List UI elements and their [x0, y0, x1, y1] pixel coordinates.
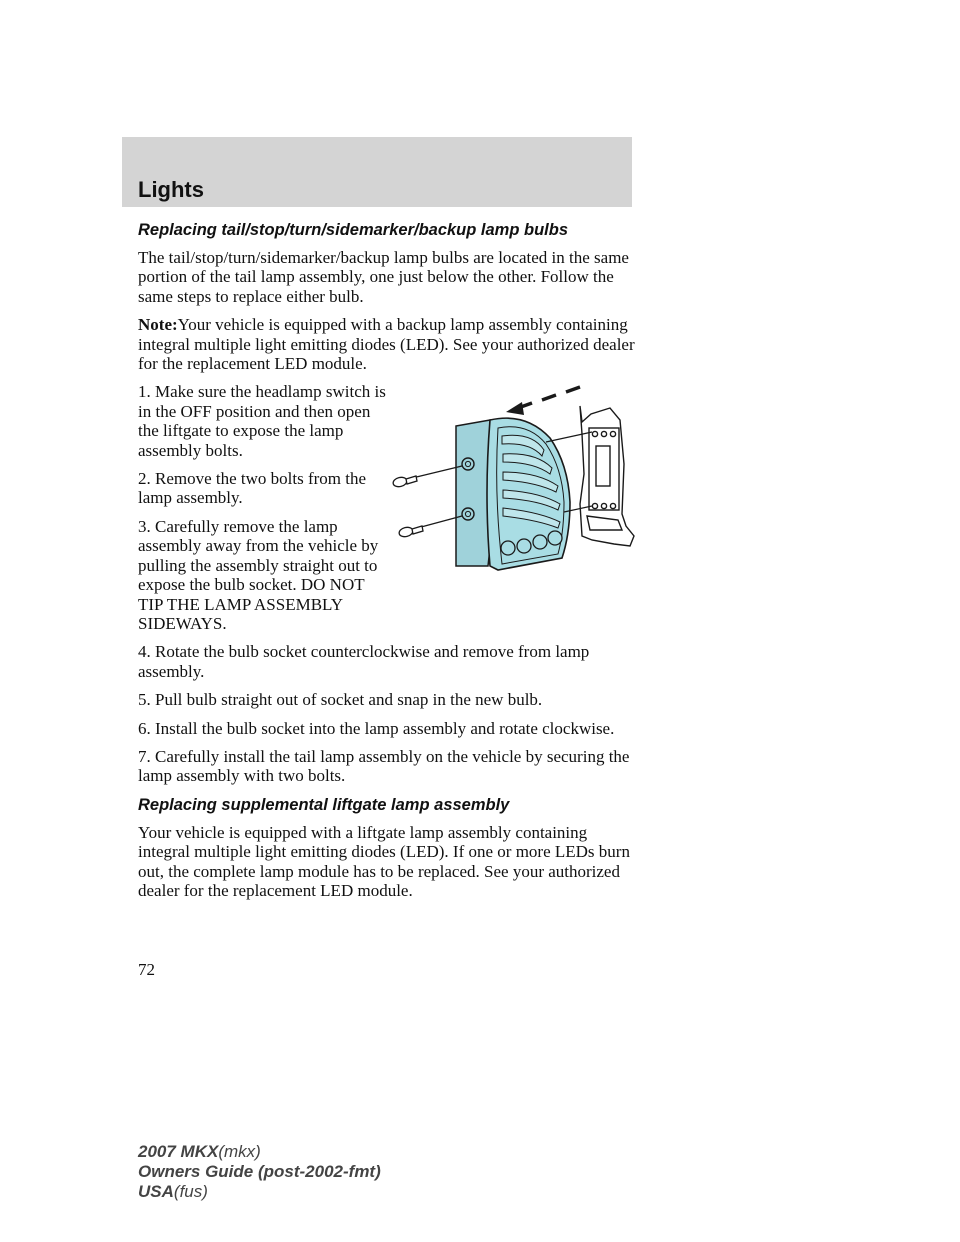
section2-body: Your vehicle is equipped with a liftgate lamp assembly containing integral multiple light emitting diodes (LED). If one or more LEDs burn out, the complete lamp module has to be replaced. See your authorized dealer for the replacement LED module.: [138, 822, 630, 900]
step-1: 1. Make sure the headlamp switch is in the OFF position and then open the liftgate to expose the lamp assembly bolts.: [138, 382, 386, 460]
arrow-head: [506, 402, 524, 415]
step-2: 2. Remove the two bolts from the lamp assembly.: [138, 469, 367, 508]
note-paragraph: [138, 315, 638, 373]
vehicle-body: [580, 406, 634, 546]
section1-heading: Replacing tail/stop/turn/sidemarker/backup lamp bulbs: [138, 221, 569, 239]
section-title: Lights: [138, 177, 204, 202]
steps-with-figure: [138, 382, 638, 633]
step-6: 6. Install the bulb socket into the lamp assembly and rotate clockwise.: [138, 718, 615, 738]
removal-arrow: [518, 387, 580, 408]
section1-intro: The tail/stop/turn/sidemarker/backup lamp bulbs are located in the same portion of the tail lamp assembly, one just below the other. Follow the same steps to replace either bulb.: [138, 248, 629, 306]
document-footer: [138, 1142, 381, 1202]
footer-line-2: Owners Guide (post-2002-fmt): [138, 1162, 381, 1181]
footer-line-1: 2007 MKX(mkx): [138, 1142, 261, 1161]
step-5: 5. Pull bulb straight out of socket and snap in the new bulb.: [138, 690, 543, 710]
bolt-hole-upper: [462, 458, 474, 470]
tail-lamp-illustration: [386, 384, 636, 574]
bolt-upper: [392, 466, 462, 488]
footer-line-3: USA(fus): [138, 1182, 208, 1201]
page-number: 72: [138, 960, 155, 979]
page-content: [138, 220, 638, 909]
note-text: Your vehicle is equipped with a backup lamp assembly containing integral multiple light emitting diodes (LED). See your authorized dealer for the replacement LED module.: [138, 315, 635, 374]
note-label: Note:: [138, 315, 178, 335]
step-4: 4. Rotate the bulb socket counterclockwise and remove from lamp assembly.: [138, 642, 590, 681]
bolt-lower: [398, 516, 462, 538]
steps-column: [138, 382, 393, 633]
bolt-hole-lower: [462, 508, 474, 520]
step-7: 7. Carefully install the tail lamp assembly on the vehicle by securing the lamp assembly with two bolts.: [138, 746, 630, 786]
step-3: 3. Carefully remove the lamp assembly away from the vehicle by pulling the assembly straight out to expose the bulb socket. DO NOT TIP THE LAMP ASSEMBLY SIDEWAYS.: [138, 516, 379, 633]
section2-heading: Replacing supplemental liftgate lamp assembly: [138, 795, 510, 814]
